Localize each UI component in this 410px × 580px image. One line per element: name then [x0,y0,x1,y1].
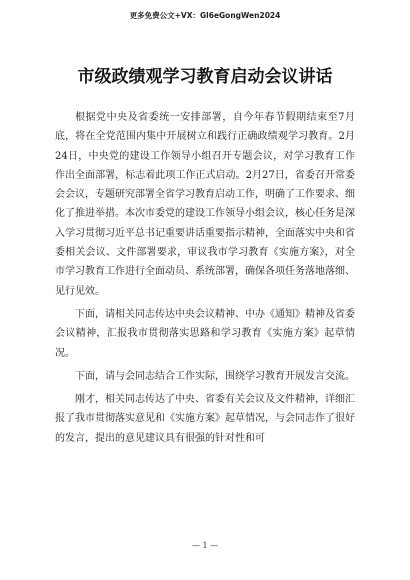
paragraph: 根据党中央及省委统一安排部署，自今年春节假期结束至7月底，将在全党范围内集中开展树立和践行正确政绩观学习教育。2月24日，中央党的建设工作领导小组召开专题会议，对学习教育工作作出全面部署，标志着此项工作正式启动。2月27日，省委召开常委会会议，专题研究部署全省学习教育启动工作，明确了工作要求、细化了推进举措。本次市委党的建设工作领导小组会议，核心任务是深入学习贯彻习近平总书记重要讲话重要指示精神，全面落实中央和省委相关会议、文件部署要求，审议我市学习教育《实施方案》，对全市学习教育工作进行全面动员、系统部署，确保各项任务落地落细、见行见效。 [55,112,355,297]
paragraph: 下面，请与会同志结合工作实际，围绕学习教育开展发言交流。 [75,370,355,382]
header-note: 更多免费公文+VX：Gl6eGongWen2024 [129,11,281,20]
document-title: 市级政绩观学习教育启动会议讲话 [77,67,333,87]
page-number: — 1 — [191,541,219,550]
paragraph: 刚才，相关同志传达了中央、省委有关会议及文件精神，详细汇报了我市贯彻落实意见和《实施方案》起草情况，与会同志作了很好的发言，提出的意见建议具有很强的针对性和可 [55,394,355,444]
paragraph: 下面，请相关同志传达中央会议精神、中办《通知》精神及省委会议精神，汇报我市贯彻落实思路和学习教育《实施方案》起草情况。 [55,308,355,359]
document-body [55,108,355,452]
